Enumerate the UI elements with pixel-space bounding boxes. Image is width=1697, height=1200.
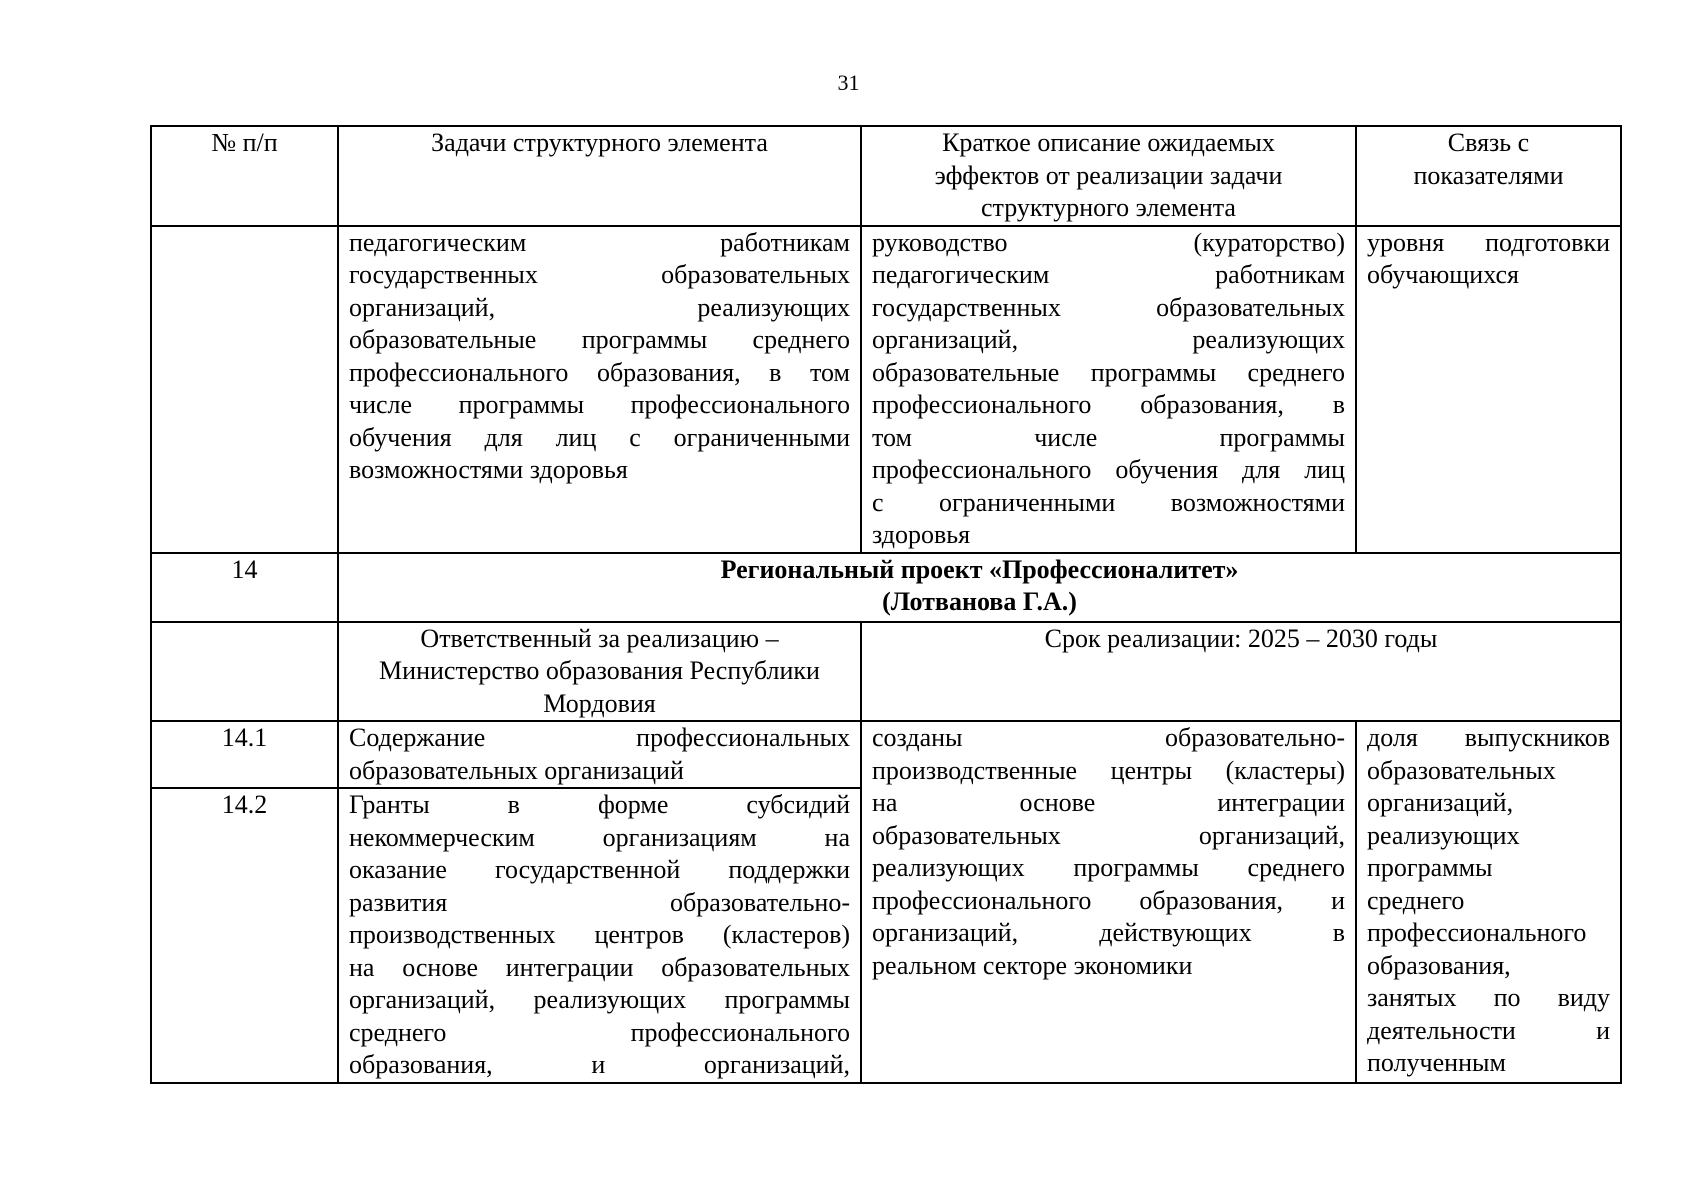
row-14-num: 14: [151, 553, 338, 622]
shared-indicators: доля выпускников образовательных организаций, реализующих программы среднего профессионального образования, занятых по виду деятельности и полученным: [1356, 721, 1621, 1083]
table-row-14: [151, 553, 1621, 622]
table-row-responsible: [151, 622, 1621, 722]
row-14-1-num: 14.1: [151, 721, 338, 788]
row-resp-term: Срок реализации: 2025 – 2030 годы: [861, 622, 1621, 722]
structural-elements-table: [150, 125, 1622, 1084]
row-cont-effects: руководство (кураторство) педагогическим работникам государственных образовательных организаций, реализующих образовательные программы среднего профессионального образования, в том числе программы профессионального обучения для лиц с ограниченными возможностями здоровья: [861, 226, 1356, 553]
row-cont-indicators: уровня подготовки обучающихся: [1356, 226, 1621, 553]
row-resp-responsible: Ответственный за реализацию – Министерство образования Республики Мордовия: [338, 622, 861, 722]
row-cont-tasks: педагогическим работникам государственных образовательных организаций, реализующих образовательные программы среднего профессионального образования, в том числе программы профессионального обучения для лиц с ограниченными возможностями здоровья: [338, 226, 861, 553]
shared-effects: созданы образовательно- производственные центры (кластеры) на основе интеграции образовательных организаций, реализующих программы среднего профессионального образования, и организаций, действующих в реальном секторе экономики: [861, 721, 1356, 1083]
header-effects: Краткое описание ожидаемых эффектов от реализации задачи структурного элемента: [861, 126, 1356, 226]
table-row-14-1: [151, 721, 1621, 788]
row-14-project-title: Региональный проект «Профессионалитет» (Лотванова Г.А.): [338, 553, 1621, 622]
header-indicators: Связь с показателями: [1356, 126, 1621, 226]
row-14-2-num: 14.2: [151, 788, 338, 1083]
row-14-1-tasks: Содержание профессиональных образовательных организаций: [338, 721, 861, 788]
row-14-2-tasks: Гранты в форме субсидий некоммерческим организациям на оказание государственной поддержки развития образовательно- производственных центров (кластеров) на основе интеграции образовательных организаций, реализующих программы среднего профессионального образования, и организаций,: [338, 788, 861, 1083]
table-header-row: [151, 126, 1621, 226]
row-resp-num: [151, 622, 338, 722]
header-tasks: Задачи структурного элемента: [338, 126, 861, 226]
page-number: 31: [837, 70, 860, 95]
header-num: № п/п: [151, 126, 338, 226]
table-row: [151, 226, 1621, 553]
row-cont-num: [151, 226, 338, 553]
